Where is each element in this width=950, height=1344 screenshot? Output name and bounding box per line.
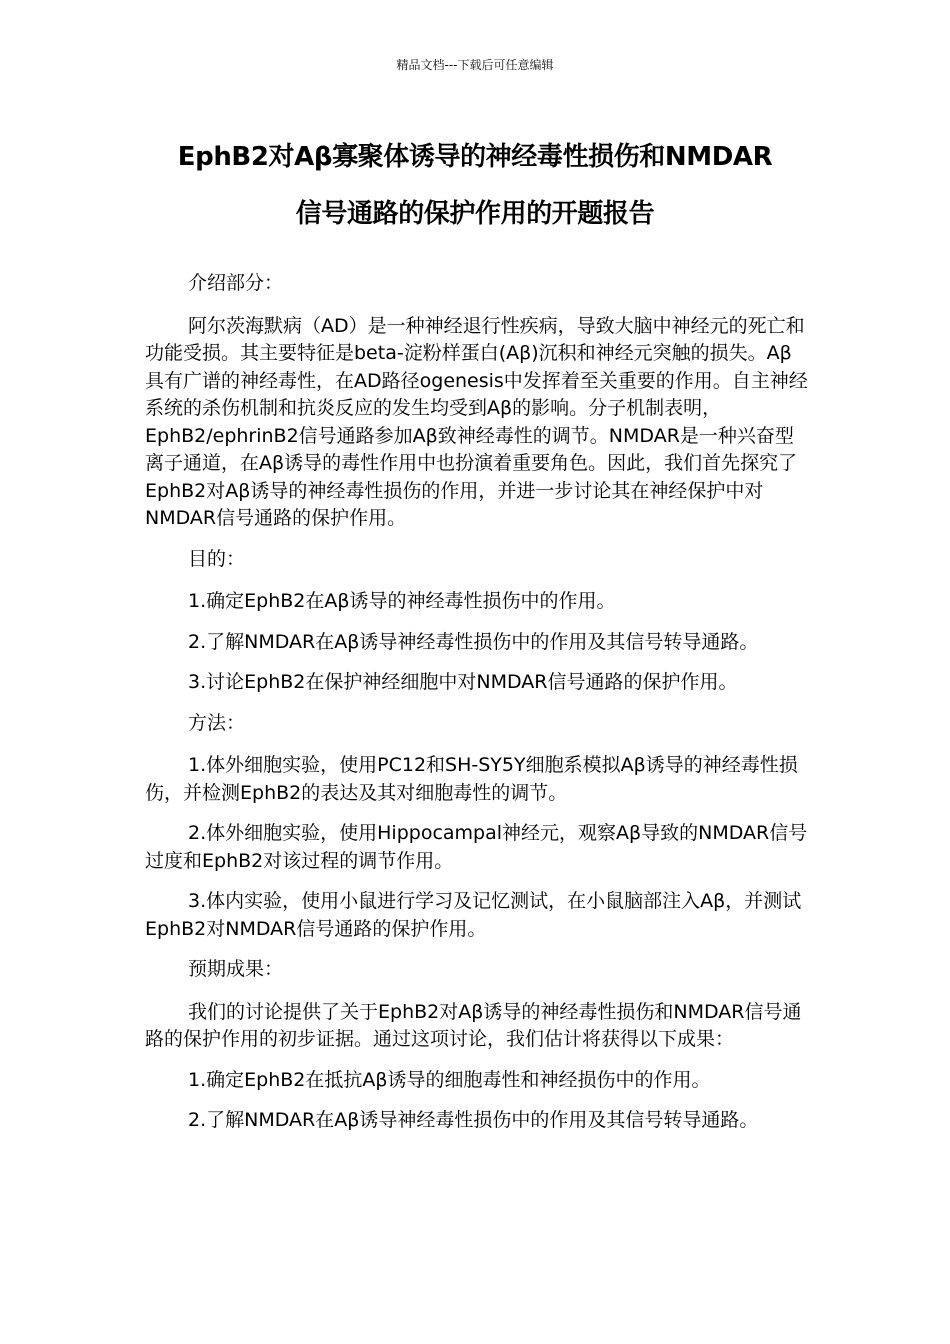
aim-item-3: 3.讨论EphB2在保护神经细胞中对NMDAR信号通路的保护作用。 (188, 671, 738, 693)
outcomes-heading: 预期成果： (188, 958, 284, 980)
aim-item-2: 2.了解NMDAR在Aβ诱导神经毒性损伤中的作用及其信号转导通路。 (188, 630, 759, 653)
aims-heading: 目的： (188, 547, 246, 570)
intro-heading: 介绍部分： (188, 272, 284, 294)
methods-heading: 方法： (188, 711, 246, 734)
title-line-2: 信号通路的保护作用的开题报告 (295, 199, 655, 229)
aim-item-1: 1.确定EphB2在Aβ诱导的神经毒性损伤中的作用。 (188, 590, 616, 612)
outcome-item-2: 2.了解NMDAR在Aβ诱导神经毒性损伤中的作用及其信号转导通路。 (188, 1109, 759, 1131)
outcome-item-1: 1.确定EphB2在抵抗Aβ诱导的细胞毒性和神经损伤中的作用。 (188, 1068, 711, 1091)
title-line-1: EphB2对Aβ寡聚体诱导的神经毒性损伤和NMDAR (177, 142, 773, 172)
method-item-2: 2.体外细胞实验，使用Hippocampal神经元，观察Aβ导致的NMDAR信号过度和EphB2对该过程的调节作用。 (145, 822, 808, 872)
document-body (145, 270, 809, 1148)
intro-paragraph: 阿尔茨海默病（AD）是一种神经退行性疾病，导致大脑中神经元的死亡和功能受损。其主要特征是beta-淀粉样蛋白(Aβ)沉积和神经元突触的损失。Aβ具有广谱的神经毒性，在AD路径ogenesis中发挥着至关重要的作用。自主神经系统的杀伤机制和抗炎反应的发生均受到Aβ的影响。分子机制表明，EphB2/ephrinB2信号通路参加Aβ致神经毒性的调节。NMDAR是一种兴奋型离子通道，在Aβ诱导的毒性作用中也扮演着重要角色。因此，我们首先探究了EphB2对Aβ诱导的神经毒性损伤的作用，并进一步讨论其在神经保护中对NMDAR信号通路的保护作用。 (145, 314, 808, 529)
header-note: 精品文档---下载后可任意编辑 (396, 58, 554, 72)
method-item-1: 1.体外细胞实验，使用PC12和SH-SY5Y细胞系模拟Aβ诱导的神经毒性损伤，并检测EphB2的表达及其对细胞毒性的调节。 (145, 754, 798, 804)
method-item-3: 3.体内实验，使用小鼠进行学习及记忆测试，在小鼠脑部注入Aβ，并测试EphB2对NMDAR信号通路的保护作用。 (145, 890, 802, 940)
outcomes-paragraph: 我们的讨论提供了关于EphB2对Aβ诱导的神经毒性损伤和NMDAR信号通路的保护作用的初步证据。通过这项讨论，我们估计将获得以下成果： (145, 1000, 802, 1050)
